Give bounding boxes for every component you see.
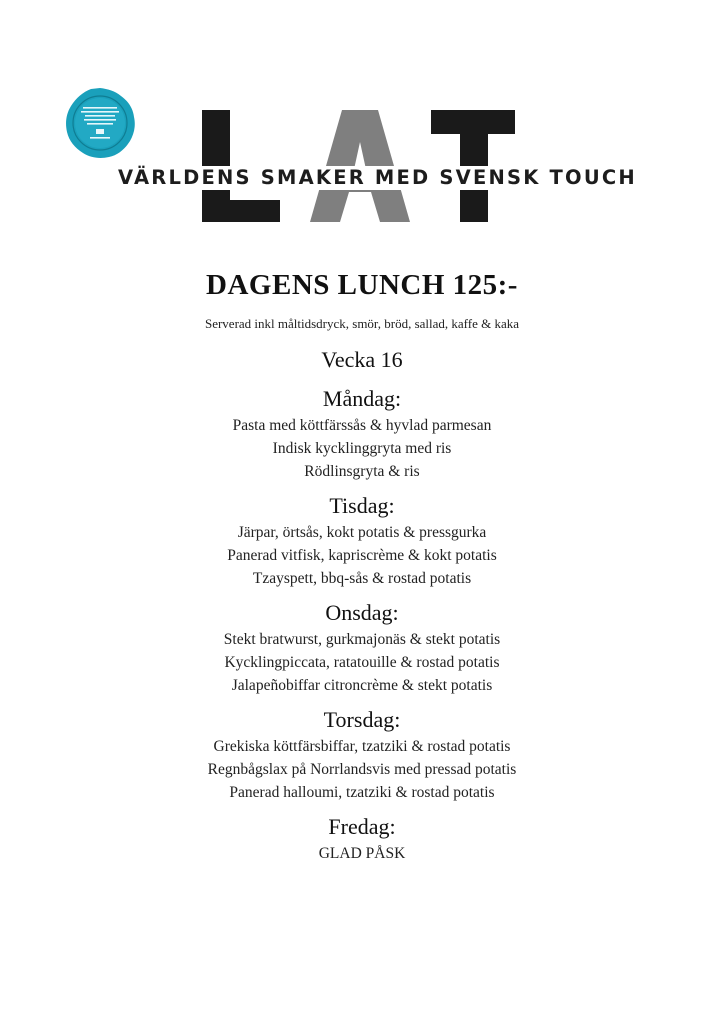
day-name: Tisdag: bbox=[329, 493, 395, 518]
dish-item: Grekiska köttfärsbiffar, tzatziki & rostad potatis bbox=[213, 738, 511, 755]
dish-item: Rödlinsgryta & ris bbox=[304, 463, 420, 480]
day-name: Torsdag: bbox=[323, 707, 401, 732]
dish-item: Pasta med köttfärssås & hyvlad parmesan bbox=[232, 417, 492, 434]
day-friday bbox=[0, 812, 724, 865]
week-label: Vecka 16 bbox=[321, 347, 403, 372]
day-tuesday bbox=[0, 491, 724, 590]
day-monday bbox=[0, 384, 724, 483]
day-name: Fredag: bbox=[328, 814, 396, 839]
menu-subtitle: Serverad inkl måltidsdryck, smör, bröd, sallad, kaffe & kaka bbox=[204, 316, 520, 331]
menu-title: DAGENS LUNCH 125:- bbox=[206, 269, 518, 301]
dish-item: Jalapeñobiffar citroncrème & stekt potatis bbox=[231, 677, 493, 694]
lunch-menu bbox=[0, 262, 724, 865]
day-wednesday bbox=[0, 598, 724, 697]
day-name: Onsdag: bbox=[325, 600, 399, 625]
dish-item: Indisk kycklinggryta med ris bbox=[272, 440, 452, 457]
day-thursday bbox=[0, 705, 724, 804]
dish-item: Stekt bratwurst, gurkmajonäs & stekt potatis bbox=[223, 631, 501, 648]
logo-tagline: VÄRLDENS SMAKER MED SVENSK TOUCH bbox=[118, 166, 637, 189]
dish-item: Kycklingpiccata, ratatouille & rostad potatis bbox=[224, 654, 500, 671]
dish-item: GLAD PÅSK bbox=[318, 845, 406, 862]
dish-item: Regnbågslax på Norrlandsvis med pressad potatis bbox=[207, 761, 517, 778]
dish-item: Tzayspett, bbq-sås & rostad potatis bbox=[252, 570, 472, 587]
day-name: Måndag: bbox=[322, 386, 402, 411]
dish-item: Järpar, örtsås, kokt potatis & pressgurka bbox=[237, 524, 487, 541]
dish-item: Panerad halloumi, tzatziki & rostad potatis bbox=[229, 784, 495, 801]
dish-item: Panerad vitfisk, kapriscrème & kokt potatis bbox=[227, 547, 497, 564]
